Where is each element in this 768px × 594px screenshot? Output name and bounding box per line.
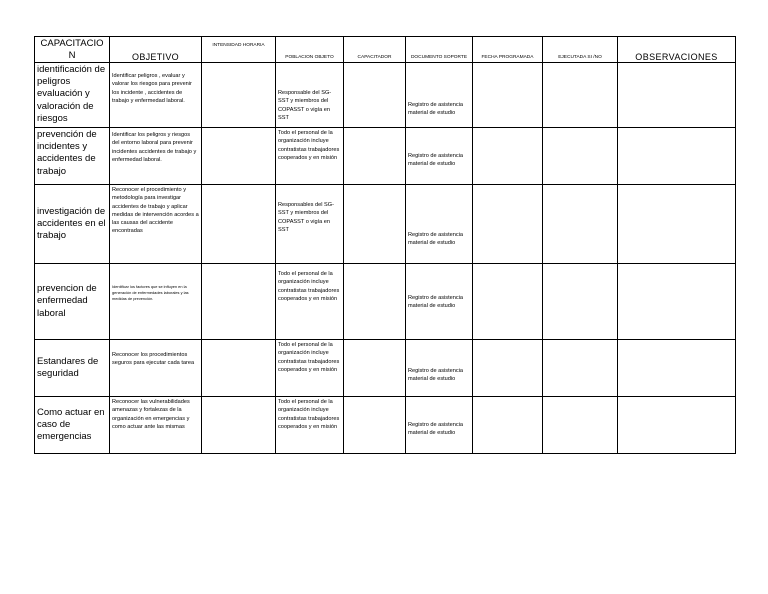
table-row — [35, 340, 736, 397]
fecha-cell — [473, 397, 543, 454]
intensidad-cell — [202, 340, 276, 397]
documento-cell: Registro de asistencia material de estudio — [406, 185, 473, 264]
documento-cell: Registro de asistencia material de estudio — [406, 397, 473, 454]
capacitacion-cell: investigación de accidentes en el trabajo — [35, 185, 110, 264]
capacitador-cell — [344, 397, 406, 454]
capacitador-cell — [344, 63, 406, 128]
fecha-cell — [473, 63, 543, 128]
intensidad-cell — [202, 185, 276, 264]
table-row — [35, 63, 736, 128]
fecha-cell — [473, 340, 543, 397]
table-row — [35, 128, 736, 185]
poblacion-cell: Responsables del SG-SST y miembros del COPASST o vigía en SST — [276, 185, 344, 264]
observaciones-cell — [618, 264, 736, 340]
intensidad-cell — [202, 63, 276, 128]
poblacion-cell: Todo el personal de la organización incluye contratistas trabajadores cooperados y en misión — [276, 397, 344, 454]
intensidad-cell — [202, 128, 276, 185]
ejecutada-cell — [543, 264, 618, 340]
poblacion-cell: Todo el personal de la organización incluye contratistas trabajadores cooperados y en misión — [276, 264, 344, 340]
observaciones-cell — [618, 185, 736, 264]
header-objetivo: OBJETIVO — [110, 37, 202, 63]
poblacion-cell: Todo el personal de la organización incluye contratistas trabajadores cooperados y en misión — [276, 340, 344, 397]
ejecutada-cell — [543, 340, 618, 397]
capacitacion-cell: prevencion de enfermedad laboral — [35, 264, 110, 340]
objetivo-cell: Reconocer las vulnerabilidades amenazas y fortalezas de la organización en emergencias y como actuar ante las mismas — [110, 397, 202, 454]
header-fecha: FECHA PROGRAMADA — [473, 37, 543, 63]
objetivo-cell: Reconocer los procedimientos seguros para ejecutar cada tarea — [110, 340, 202, 397]
ejecutada-cell — [543, 185, 618, 264]
header-intensidad: INTENSIDAD HORARIA — [202, 37, 276, 63]
objetivo-cell: Identificar los peligros y riesgos del entorno laboral para prevenir incidentes accidentes de trabajo y enfermedad laboral. — [110, 128, 202, 185]
capacitacion-cell: prevención de incidentes y accidentes de trabajo — [35, 128, 110, 185]
header-capacitacion: CAPACITACIO N — [35, 37, 110, 63]
capacitacion-cell: Estandares de seguridad — [35, 340, 110, 397]
table-row — [35, 185, 736, 264]
header-poblacion: POBLACION OBJETO — [276, 37, 344, 63]
capacitacion-cell: identificación de peligros evaluación y valoración de riesgos — [35, 63, 110, 128]
capacitacion-cell: Como actuar en caso de emergencias — [35, 397, 110, 454]
header-documento: DOCUMENTO SOPORTE — [406, 37, 473, 63]
fecha-cell — [473, 128, 543, 185]
documento-cell: Registro de asistencia material de estudio — [406, 264, 473, 340]
fecha-cell — [473, 264, 543, 340]
ejecutada-cell — [543, 63, 618, 128]
capacitador-cell — [344, 340, 406, 397]
capacitador-cell — [344, 185, 406, 264]
objetivo-cell: Identificar peligros , evaluar y valorar los riesgos para prevenir los incidente , accidentes de trabajo y enfermedad laboral. — [110, 63, 202, 128]
objetivo-cell: Reconocer el procedimiento y metodología para investigar accidentes de trabajo y aplicar medidas de intervención acordes a las causas del accidente encontradas — [110, 185, 202, 264]
observaciones-cell — [618, 63, 736, 128]
documento-cell: Registro de asistencia material de estudio — [406, 340, 473, 397]
ejecutada-cell — [543, 397, 618, 454]
header-capacitador: CAPACITADOR — [344, 37, 406, 63]
header-observaciones: OBSERVACIONES — [618, 37, 736, 63]
intensidad-cell — [202, 264, 276, 340]
table-row — [35, 264, 736, 340]
documento-cell: Registro de asistencia material de estudio — [406, 128, 473, 185]
ejecutada-cell — [543, 128, 618, 185]
table-row — [35, 397, 736, 454]
observaciones-cell — [618, 340, 736, 397]
objetivo-cell: Identificar los factores que se influyen en la generación de enfermedades laborales y las medidas de prevención. — [110, 264, 202, 340]
header-ejecutada: EJECUTADA SI /NO — [543, 37, 618, 63]
intensidad-cell — [202, 397, 276, 454]
capacitador-cell — [344, 128, 406, 185]
fecha-cell — [473, 185, 543, 264]
capacitador-cell — [344, 264, 406, 340]
poblacion-cell: Todo el personal de la organización incluye contratistas trabajadores cooperados y en misión — [276, 128, 344, 185]
poblacion-cell: Responsable del SG-SST y miembros del COPASST o vigía en SST — [276, 63, 344, 128]
training-plan-table — [34, 36, 736, 454]
documento-cell: Registro de asistencia material de estudio — [406, 63, 473, 128]
header-row — [35, 37, 736, 63]
observaciones-cell — [618, 128, 736, 185]
observaciones-cell — [618, 397, 736, 454]
